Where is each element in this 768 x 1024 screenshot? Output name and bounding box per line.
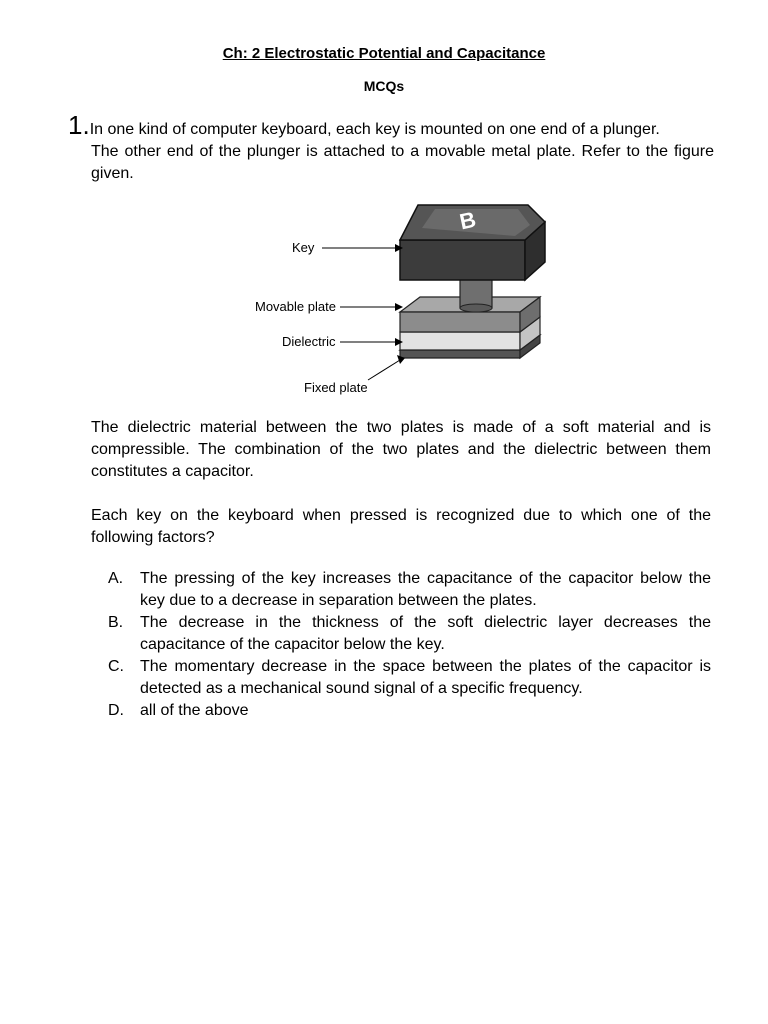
option-text: The momentary decrease in the space between the plates of the capacitor is detected as a mechanical sound signal of a specific frequency.: [140, 658, 711, 697]
plunger-base: [460, 304, 492, 312]
label-fixed-plate: Fixed plate: [304, 380, 368, 395]
paragraph-question-prompt: Each key on the keyboard when pressed is recognized due to which one of the following factors?: [91, 507, 711, 546]
answer-options: [108, 568, 711, 722]
option-a: [108, 568, 711, 612]
question-first-line: [68, 112, 714, 141]
fixed-plate-front: [400, 350, 520, 358]
movable-plate-front: [400, 312, 520, 332]
label-movable-plate: Movable plate: [255, 299, 336, 314]
question-text-rest: The other end of the plunger is attached to a movable metal plate. Refer to the figure given.: [91, 143, 714, 182]
option-c: [108, 656, 711, 700]
fixed-plate-arrow: [368, 360, 400, 380]
question-1: [68, 112, 714, 185]
keyboard-key-diagram: [250, 190, 550, 400]
question-text-line1: In one kind of computer keyboard, each key is mounted on one end of a plunger.: [89, 121, 660, 138]
option-text: The decrease in the thickness of the soft dielectric layer decreases the capacitance of the capacitor below the key.: [140, 614, 711, 653]
label-key: Key: [292, 240, 315, 255]
option-letter: B.: [108, 614, 124, 631]
option-letter: D.: [108, 702, 124, 719]
option-letter: A.: [108, 570, 124, 587]
option-text: The pressing of the key increases the capacitance of the capacitor below the key due to a decrease in separation between the plates.: [140, 570, 711, 609]
section-title: MCQs: [363, 78, 405, 94]
dielectric-front: [400, 332, 520, 350]
key-letter: B: [457, 206, 479, 235]
option-text: all of the above: [140, 702, 249, 719]
option-letter: C.: [108, 658, 124, 675]
key-front: [400, 240, 525, 280]
movable-plate-arrowhead: [395, 303, 403, 311]
chapter-title: Ch: 2 Electrostatic Potential and Capacitance: [222, 45, 546, 62]
question-number: 1.: [68, 110, 90, 140]
option-d: [108, 700, 711, 722]
paragraph-dielectric: The dielectric material between the two plates is made of a soft material and is compressible. The combination of the two plates and the dielectric between them constitutes a capacitor.: [91, 419, 711, 480]
option-b: [108, 612, 711, 656]
keyboard-key-figure: [250, 190, 550, 400]
label-dielectric: Dielectric: [282, 334, 336, 349]
